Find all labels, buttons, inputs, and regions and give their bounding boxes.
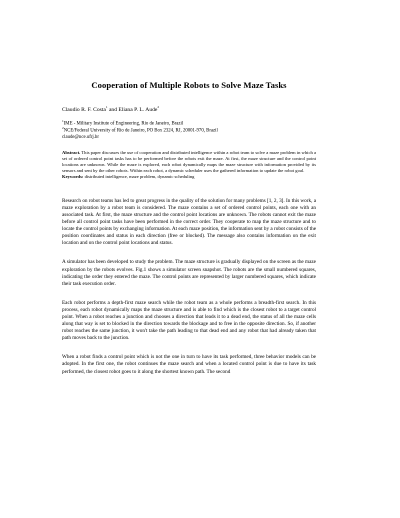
author-1: Claudio R. F. Costa [62,107,106,113]
abstract-label: Abstract. [62,149,81,155]
affiliation-1-text: IME - Military Institute of Engineering, Rio de Janeiro, Brazil [63,121,184,127]
contact-email [62,135,316,141]
abstract-text: This paper discusses the use of cooperation and distributed intelligence within a robot team to solve a maze problem in which a set of ordered control point tasks has to be performed before the robots exit the maze. At first, the maze structure and the control point locations are unknown. While the maze is explored, each robot dynamically maps the maze structure with information provided by its sensors and sent by the other robots. Within each robot, a dynamic scheduler uses the gathered information to update the robot goal. [62,149,316,173]
author-line [62,107,316,113]
body-paragraph-1: Research on robot teams has led to great progress in the quality of the solution for many problems [1, 2, 3]. In this work, a maze exploration by a robot team is considered. The maze contains a set of ordered control points, each one with an associated task. At first, the maze structure and the control point locations are unknown. The robots cannot exit the maze before all control point tasks have been performed in the correct order. They cooperate to map the maze structure and to locate the control points by exchanging information. At each maze position, the information sent by a robot consists of the position coordinates and status in each direction (free or blocked). The message also contains information on the exit location and on the control point locations and status. [62,197,316,247]
affiliation-2 [62,125,316,135]
affiliation-2-text: NCE/Federal University of Rio de Janeiro, PO Box 2324, RJ, 20001-970, Brazil [63,128,218,134]
abstract [62,150,316,180]
author-conjunction: and [107,107,119,113]
affiliation-1-mark: 1 [62,119,64,123]
author-1-affil-mark: 1 [105,105,108,110]
paper-title: Cooperation of Multiple Robots to Solve Maze Tasks [91,80,287,90]
keywords-label: Keywords: [62,173,84,179]
body-paragraph-3: Each robot performs a depth-first maze search while the robot team as a whole performs a breadth-first search. In this process, each robot dynamically maps the maze structure and is able to find which is the closest robot to a target control point. When a robot reaches a junction and chooses a direction that leads it to a dead end, the status of all the maze cells along that way is set to blocked in the direction towards the blockage and to free in the opposite direction. So, if another robot reaches the same junction, it won't take the path leading to that dead end and any robot that had already taken that path moves back to the junction. [62,299,316,342]
affiliations [62,121,316,141]
paper-content [62,80,316,388]
keywords-text: distributed intelligence, maze problem, dynamic scheduling [83,173,195,179]
body-paragraph-4: When a robot finds a control point which is not the one in turn to have its task performed, three behavior models can be adopted. In the first one, the robot continues the maze search and when a located control point is due to have its task performed, the closest robot goes to it along the shortest known path. The second [62,354,316,375]
body-paragraph-2: A simulator has been developed to study the problem. The maze structure is gradually displayed on the screen as the maze exploration by the robots evolves. Fig.1 shows a simulator screen snapshot. The robots are the small numbered squares, indicating the order they entered the maze. The control points are represented by larger numbered squares, which indicate their task execution order. [62,259,316,287]
author-2: Eliana P. L. Aude [118,107,158,113]
affiliation-2-mark: 2 [62,125,64,130]
affiliation-1 [62,121,316,128]
author-2-affil-mark: 2 [157,105,160,110]
contact-email-text: claude@nce.ufrj.br [62,134,99,140]
